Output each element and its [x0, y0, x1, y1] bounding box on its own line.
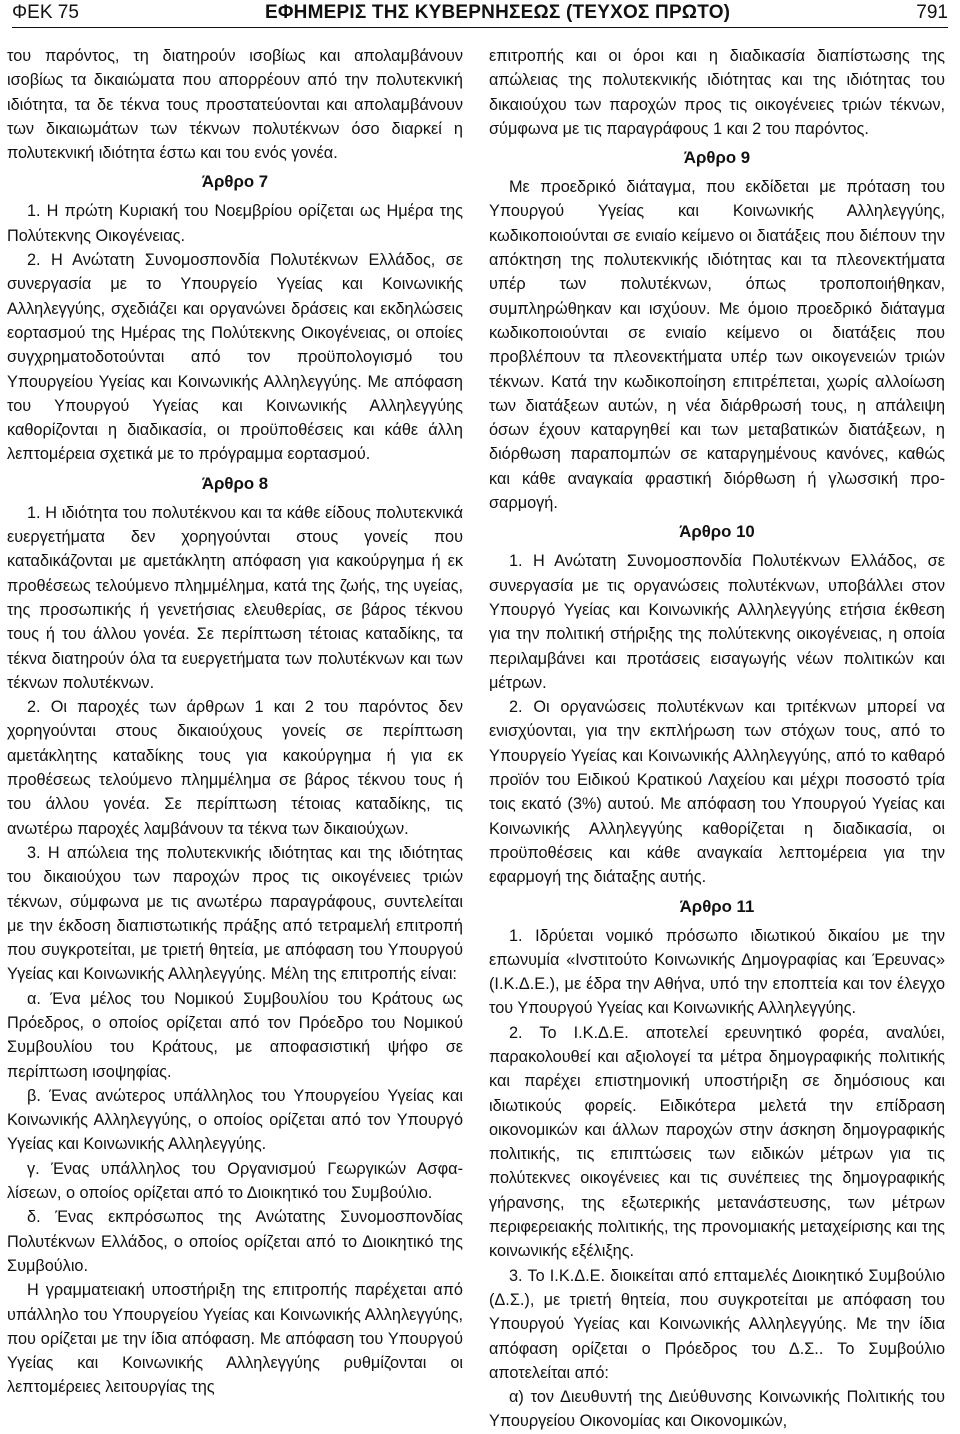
paragraph: 3. Η απώλεια της πολυτεκνικής ιδιότητας και της ιδιότητας του δικαιούχου των παροχών προς τις οικογένειες τριών τέκνων, σύμφωνα με τις ανωτέρω παραγράφους, συντελείται με την έκδοση διαπιστωτικής πράξης από τετραμελή επιτροπή που συγκροτείται, με τριετή θητεία, με απόφαση του Υπουργού Υγείας και Κοινωνικής Αλληλεγγύης. Μέλη της επιτροπής είναι: [7, 843, 463, 984]
paragraph: 2. Οι οργανώσεις πολυτέκνων και τριτέκνων μπορεί να ενισχύονται, για την εκπλήρωση των στόχων τους, από το Υπουργείο Υγείας και Κοινωνικής Αλληλεγγύης, από το καθαρό προϊόν του Ειδικού Κρατικού Λαχείου και μέχρι ποσοστό τρία τοις εκατό (3%) αυτού. Με απόφαση του Υπουργού Υγείας και Κοινωνικής Αλληλεγγύης καθορίζεται η διαδικασία, οι προϋποθέσεις και κάθε αναγκαία λεπτομέρεια για την εφαρμογή της διάταξης αυτής. [489, 698, 945, 887]
paragraph: 2. Η Ανώτατη Συνομοσπονδία Πολυτέκνων Ελλάδος, σε συνεργασία με το Υπουργείο Υγείας και Κοινωνικής Αλληλεγγύης, σχεδιάζει και οργανώνει δράσεις και εκδηλώσεις εορτασμού της Ημέρας της Πολύτεκνης Οικογένειας, οι οποίες συγχρηματοδοτούνται από τον προϋπολογισμό του Υπουργείου Υγείας και Κοινωνικής Αλληλεγγύης. Με απόφαση του Υπουργού Υγείας και Κοινωνικής Αλληλεγγύης καθορίζονται η διαδικασία, οι προϋποθέσεις και κάθε άλλη λεπτομέρεια σχετικά με το πρόγραμμα εορτασμού. [7, 251, 463, 464]
paragraph: επιτροπής και οι όροι και η διαδικασία διαπίστωσης της απώλειας της πολυτεκνικής ιδιότητας και της ιδιότητας του δικαιούχου των παροχών προς τις οικογένειες τριών τέκνων, σύμφωνα με τις παραγράφους 1 και 2 του παρόντος. [489, 47, 945, 138]
article-7-heading: Άρθρο 7 [201, 172, 269, 192]
paragraph: του παρόντος, τη διατηρούν ισοβίως και απολαμβάνουν ισοβίως τα δικαιώματα που απορρέουν από την πολυτεκνική ιδιότητα, τα δε τέκνα τους προστατεύονται και απολαμβάνουν των δικαιωμάτων των τέκνων πολυτέκνων όσο διαρκεί η πολυτεκνική ιδιότητα έστω και του ενός γονέα. [7, 47, 463, 163]
article-9-heading: Άρθρο 9 [683, 148, 751, 168]
right-column [489, 44, 945, 1434]
article-8-heading: Άρθρο 8 [201, 473, 269, 493]
paragraph: Με προεδρικό διάταγμα, που εκδίδεται με πρόταση του Υπουργού Υγείας και Κοινωνικής Αλληλεγγύης, κωδικοποιούνται σε ενιαίο κείμενο οι διατάξεις που διέπουν την απόκτηση της πολυτεκνικής ιδιότητας και τα πλεονεκτήματα υπέρ των πολυτέκνων, όπως τροποποιήθηκαν, συμπληρώθηκαν και ισχύουν. Με όμοιο προεδρικό διάταγμα κωδικοποιούνται σε ενιαίο κείμενο οι διατάξεις που προβλέπουν τα πλεονεκτήματα υπέρ των οικογενειών τριών τέκνων. Κατά την κωδικοποίηση επιτρέπεται, χωρίς αλλοίωση των διατάξεων αυτών, η νέα διάρθρωσή τους, η απάλειψη όσων έχουν καταργηθεί και των μεταβατικών διατάξεων, η διόρθωση παραπομπών σε καταργημένους κανόνες, καθώς και κάθε αναγκαία φραστική διόρθωση ή γλωσσική προσαρμογή. [489, 178, 945, 513]
list-item: δ. Ένας εκπρόσωπος της Ανώτατης Συνομοσπονδίας Πολυτέκνων Ελλάδος, ο οποίος ορίζεται από το Διοικητικό της Συμβούλιο. [7, 1208, 463, 1275]
list-item: α) τον Διευθυντή της Διεύθυνσης Κοινωνικής Πολιτικής του Υπουργείου Οικονομίας και Οικονομικών, [489, 1388, 945, 1431]
gazette-title: ΕΦΗΜΕΡΙΣ ΤΗΣ ΚΥΒΕΡΝΗΣΕΩΣ (ΤΕΥΧΟΣ ΠΡΩΤΟ) [264, 2, 731, 23]
paragraph: Η γραμματειακή υποστήριξη της επιτροπής παρέχεται από υπάλληλο του Υπουργείου Υγείας και Κοινωνικής Αλληλεγγύης, που ορίζεται με την ίδια απόφαση. Με απόφαση του Υπουργού Υγείας και Κοινωνικής Αλληλεγγύης ρυθμίζονται οι λεπτομέρειες λειτουργίας της [7, 1281, 463, 1397]
paragraph: 1. Η πρώτη Κυριακή του Νοεμβρίου ορίζεται ως Ημέρα της Πολύτεκνης Οικογένειας. [7, 202, 463, 245]
paragraph: 3. Το Ι.Κ.Δ.Ε. διοικείται από επταμελές Διοικητικό Συμβούλιο (Δ.Σ.), με τριετή θητεία, που συγκροτείται με απόφαση του Υπουργού Υγείας και Κοινωνικής Αλληλεγγύης. Με την ίδια απόφαση ορίζεται ο Πρόεδρος του Δ.Σ.. Το Συμβούλιο αποτελείται από: [489, 1266, 945, 1382]
left-column [7, 44, 463, 1400]
paragraph: 1. Η Ανώτατη Συνομοσπονδία Πολυτέκνων Ελλάδος, σε συνεργασία με τις οργανώσεις πολυτέκνων, υποβάλλει στον Υπουργό Υγείας και Κοινωνικής Αλληλεγγύης ετήσια έκθεση για την πολιτική στήριξης της πολύτεκνης οικογένειας, η οποία περιλαμβάνει και προτάσεις εισαγωγής νέων πολιτικών και μέτρων. [489, 552, 945, 692]
list-item: β. Ένας ανώτερος υπάλληλος του Υπουργείου Υγείας και Κοινωνικής Αλληλεγγύης, ο οποίος ορίζεται από τον Υπουργό Υγείας και Κοινωνικής Αλληλεγγύης. [7, 1086, 463, 1154]
page-number: 791 [916, 2, 948, 23]
article-10-heading: Άρθρο 10 [679, 522, 755, 542]
gazette-header [12, 0, 948, 26]
list-item: α. Ένα μέλος του Νομικού Συμβουλίου του Κράτους ως Πρόεδρος, ο οποίος ορίζεται από τον Πρόεδρο του Νομικού Συμβουλίου του Κράτους, με αποφασιστική ψήφο σε περίπτωση ισοψηφίας. [7, 989, 463, 1081]
paragraph: 1. Η ιδιότητα του πολυτέκνου και τα κάθε είδους πολυτεκνικά ευεργετήματα δεν χορηγούνται στους γονείς που καταδικάζονται με αμετάκλητη απόφαση για κακούργημα ή εκ προθέσεως τελούμενο πλημμέλημα, κατά της ζωής, της υγείας, της προσωπικής ή γενετήσιας ελευθερίας, σε βάρος τέκνου τους ή του άλλου γονέα. Σε περίπτωση τέτοιας καταδίκης, τα τέκνα διατηρούν όλα τα ευεργετήματα των πολυτέκνων και των τέκνων πολυτέκνων. [7, 503, 463, 692]
list-item: γ. Ένας υπάλληλος του Οργανισμού Γεωργικών Ασφαλίσεων, ο οποίος ορίζεται από το Διοικητικό του Συμβούλιο. [7, 1159, 463, 1203]
issue-number: ΦΕΚ 75 [12, 2, 79, 23]
paragraph: 2. Το Ι.Κ.Δ.Ε. αποτελεί ερευνητικό φορέα, αναλύει, παρακολουθεί και αξιολογεί τα μέτρα δημογραφικής πολιτικής και παρέχει επιστημονική υποστήριξη σε δημόσιους και ιδιωτικούς φορείς. Ειδικότερα μελετά την επίδραση οικονομικών και άλλων παροχών στην άσκηση δημογραφικής πολιτικής, τις επιπτώσεις των ειδικών μέτρων για τις πολύτεκνες οικογένειες και τις συνέπειες της δημογραφικής γήρανσης, της εξωτερικής μετανάστευσης, των μέτρων περιφερειακής πολιτικής, της προνομιακής μεταχείρισης και της κοινωνικής εξέλιξης. [489, 1023, 945, 1261]
header-rule [12, 27, 948, 28]
article-11-heading: Άρθρο 11 [679, 896, 755, 916]
paragraph: 1. Ιδρύεται νομικό πρόσωπο ιδιωτικού δικαίου με την επωνυμία «Ινστιτούτο Κοινωνικής Δημογραφίας και Έρευνας» (Ι.Κ.Δ.Ε.), με έδρα την Αθήνα, υπό την εποπτεία και τον έλεγχο του Υπουργού Υγείας και Κοινωνικής Αλληλεγγύης. [489, 926, 945, 1018]
paragraph: 2. Οι παροχές των άρθρων 1 και 2 του παρόντος δεν χορηγούνται στους δικαιούχους γονείς σε περίπτωση αμετάκλητης καταδίκης τους για κακούργημα ή για εκ προθέσεως τελούμενο πλημμέλημα σε βάρος τέκνου τους ή του άλλου γονέα. Σε περίπτωση τέτοιας καταδίκης, τις ανωτέρω παροχές λαμβάνουν τα τέκνα των δικαιούχων. [7, 698, 463, 838]
